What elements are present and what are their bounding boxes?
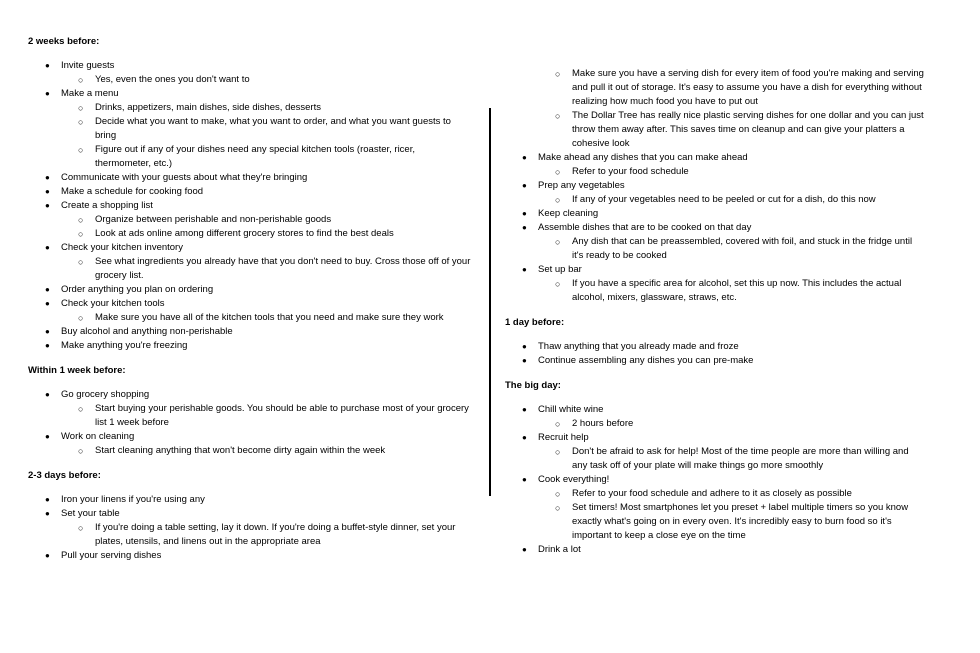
sub-list-item: ○ Any dish that can be preassembled, covered with foil, and stuck in the fridge until it's ready to be cooked [505, 235, 925, 263]
section-heading: 2-3 days before: [28, 470, 101, 481]
section [505, 316, 925, 368]
sub-list-item: ○ Refer to your food schedule and adhere to it as closely as possible [505, 487, 925, 501]
sub-list-item: ○ Don't be afraid to ask for help! Most of the time people are more than willing and any task off of your plate will make things go more smoothly [505, 445, 925, 473]
list-item: ● Make ahead any dishes that you can make ahead [505, 151, 925, 165]
section-heading: 2 weeks before: [28, 36, 100, 47]
list-item: ● Check your kitchen inventory [28, 241, 473, 255]
list-item: ● Communicate with your guests about what they're bringing [28, 171, 473, 185]
list-item: ● Check your kitchen tools [28, 297, 473, 311]
sub-list-item: ○ Decide what you want to make, what you want to order, and what you want guests to bring [28, 115, 473, 143]
sub-list-item: ○ If you're doing a table setting, lay it down. If you're doing a buffet-style dinner, set your plates, utensils, and linens out in the appropriate area [28, 521, 473, 549]
section [505, 67, 925, 305]
left-column [28, 35, 473, 574]
list-item: ● Order anything you plan on ordering [28, 283, 473, 297]
sub-list-item: ○ If you have a specific area for alcohol, set this up now. This includes the actual alcohol, mixers, glassware, straws, etc. [505, 277, 925, 305]
list-item: ● Make anything you're freezing [28, 339, 473, 353]
sub-list-item: ○ Start buying your perishable goods. You should be able to purchase most of your grocery list 1 week before [28, 402, 473, 430]
list-item: ● Prep any vegetables [505, 179, 925, 193]
list-item: ● Set your table [28, 507, 473, 521]
section [28, 364, 473, 458]
list-item: ● Assemble dishes that are to be cooked on that day [505, 221, 925, 235]
bullet-list [505, 403, 925, 557]
sub-list-item: ○ Yes, even the ones you don't want to [28, 73, 473, 87]
bullet-list [28, 493, 473, 563]
list-item: ● Make a menu [28, 87, 473, 101]
list-item: ● Set up bar [505, 263, 925, 277]
list-item: ● Make a schedule for cooking food [28, 185, 473, 199]
section [28, 469, 473, 563]
sub-list-item: ○ Organize between perishable and non-perishable goods [28, 213, 473, 227]
sub-list-item: ○ 2 hours before [505, 417, 925, 431]
list-item: ● Cook everything! [505, 473, 925, 487]
list-item: ● Thaw anything that you already made and froze [505, 340, 925, 354]
list-item: ● Drink a lot [505, 543, 925, 557]
list-item: ● Create a shopping list [28, 199, 473, 213]
sub-list-item: ○ Drinks, appetizers, main dishes, side dishes, desserts [28, 101, 473, 115]
sub-list-item: ○ Make sure you have all of the kitchen tools that you need and make sure they work [28, 311, 473, 325]
section [505, 379, 925, 557]
bullet-list [28, 59, 473, 353]
sub-list-item: ○ Refer to your food schedule [505, 165, 925, 179]
list-item: ● Work on cleaning [28, 430, 473, 444]
sub-list-item: ○ Look at ads online among different grocery stores to find the best deals [28, 227, 473, 241]
section-heading: The big day: [505, 380, 561, 391]
list-item: ● Buy alcohol and anything non-perishable [28, 325, 473, 339]
sub-list-item: ○ If any of your vegetables need to be peeled or cut for a dish, do this now [505, 193, 925, 207]
sub-list-item: ○ Set timers! Most smartphones let you preset + label multiple timers so you know exactly what's going on in every oven. It's incredibly easy to burn food so it's important to keep a close eye on the time [505, 501, 925, 543]
right-column [505, 67, 925, 568]
section-heading: Within 1 week before: [28, 365, 126, 376]
sub-list-item: ○ Make sure you have a serving dish for every item of food you're making and serving and pull it out of storage. It's easy to assume you have a dish for everything without realizing how much food you have to put out [505, 67, 925, 109]
list-item: ● Iron your linens if you're using any [28, 493, 473, 507]
sub-list-item: ○ Figure out if any of your dishes need any special kitchen tools (roaster, ricer, thermometer, etc.) [28, 143, 473, 171]
sub-list-item: ○ The Dollar Tree has really nice plastic serving dishes for one dollar and you can just throw them away after. This saves time on cleanup and can give your platters a cohesive look [505, 109, 925, 151]
list-item: ● Invite guests [28, 59, 473, 73]
list-item: ● Go grocery shopping [28, 388, 473, 402]
section-heading: 1 day before: [505, 317, 565, 328]
list-item: ● Pull your serving dishes [28, 549, 473, 563]
bullet-list [505, 340, 925, 368]
list-item: ● Recruit help [505, 431, 925, 445]
list-item: ● Continue assembling any dishes you can pre-make [505, 354, 925, 368]
sub-list-item: ○ See what ingredients you already have that you don't need to buy. Cross those off of your grocery list. [28, 255, 473, 283]
list-item: ● Keep cleaning [505, 207, 925, 221]
column-divider [489, 108, 491, 496]
bullet-list [505, 67, 925, 305]
list-item: ● Chill white wine [505, 403, 925, 417]
bullet-list [28, 388, 473, 458]
sub-list-item: ○ Start cleaning anything that won't become dirty again within the week [28, 444, 473, 458]
section [28, 35, 473, 353]
